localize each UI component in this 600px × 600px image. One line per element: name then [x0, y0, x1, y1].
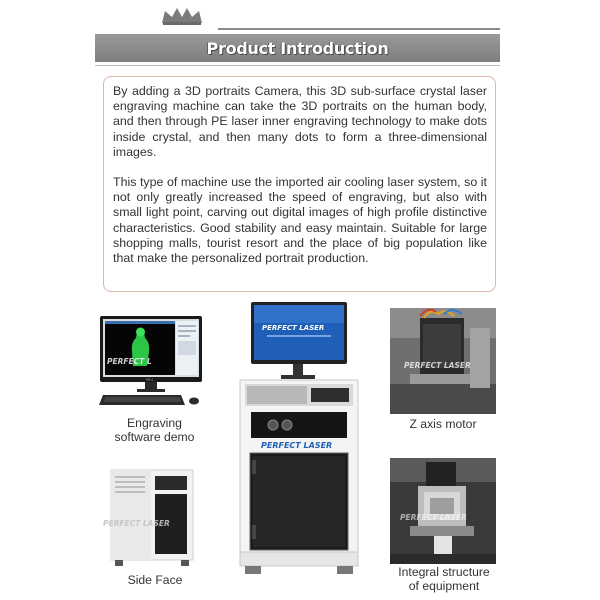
software-watermark: PERFECT L [107, 357, 152, 366]
side-face-photo [97, 464, 205, 574]
page-title: Product Introduction [206, 38, 389, 58]
banner-divider [95, 65, 500, 66]
side-face-caption: Side Face [127, 573, 183, 587]
monitor-brand: DELL [146, 377, 154, 382]
intro-paragraph-2: This type of machine use the imported air cooling laser system, so it not only greatly increased the speed of engraving, but also with small light point, carving out digital images of high profile distinctive characteristics. Good stability and easy maintain. Suitable for large shopping malls, tourist resort and the place of big population like that make the personalized portrait production. [113, 175, 487, 266]
software-caption-line1: Engraving [127, 416, 182, 430]
z-axis-photo [390, 308, 496, 414]
integral-watermark: PERFECT LASER [400, 513, 467, 522]
software-caption-line2: software demo [114, 429, 195, 444]
top-divider [218, 28, 500, 30]
crown-icon [160, 6, 204, 26]
z-axis-watermark: PERFECT LASER [404, 361, 471, 370]
integral-structure-photo [390, 458, 496, 564]
side-watermark: PERFECT LASER [103, 519, 170, 528]
front-brand: PERFECT LASER [261, 441, 333, 450]
integral-structure-caption [388, 566, 500, 593]
machine-photo [237, 300, 363, 576]
software-demo-photo [97, 308, 205, 416]
intro-paragraph-1: By adding a 3D portraits Camera, this 3D sub-surface crystal laser engraving machine can take the 3D portraits on the human body, and then through PE laser inner engraving technology to make dots inside crystal, and then many dots to form a three-dimensional images. [113, 84, 487, 159]
title-banner [95, 34, 500, 62]
software-demo-caption [97, 417, 212, 444]
integral-caption-line1: Integral structure [398, 565, 490, 579]
intro-textbox [103, 76, 496, 292]
screen-brand: PERFECT LASER [262, 324, 325, 332]
integral-caption-line2: of equipment [408, 578, 480, 593]
z-axis-caption: Z axis motor [409, 417, 477, 431]
